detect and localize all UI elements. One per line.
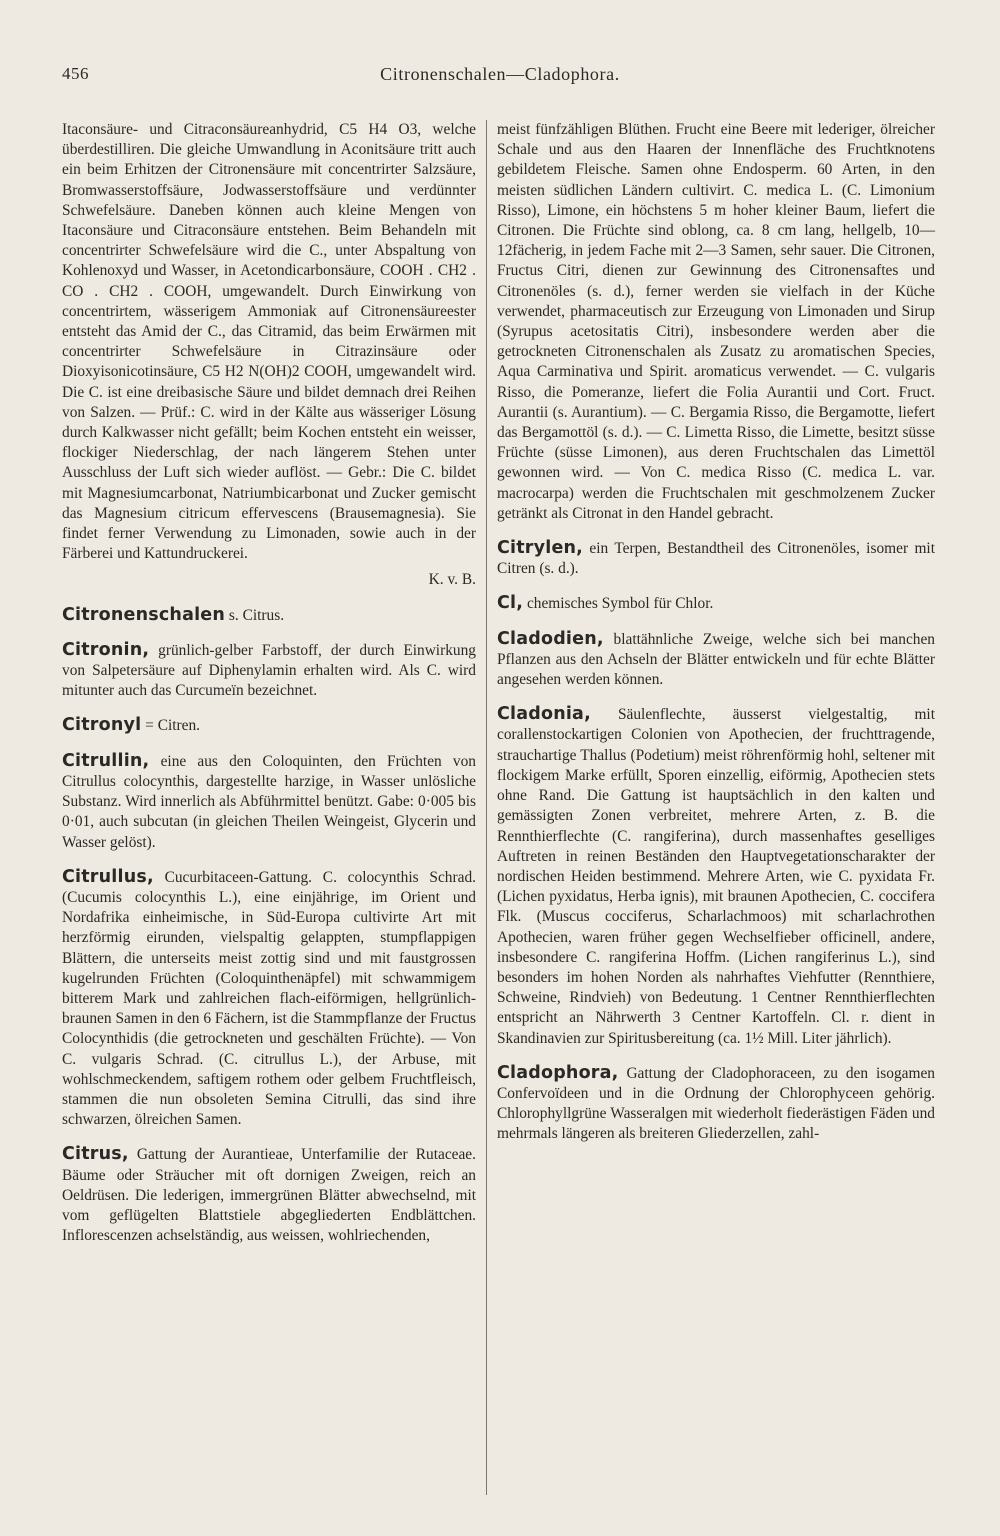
entry-headword: Citrus, — [62, 1144, 129, 1165]
entry-headword: Citronyl — [62, 715, 142, 736]
entry-text: Cucurbitaceen-Gattung. C. colocynthis Schrad. (Cucumis colocynthis L.), eine einjährige, im Orient und Nordafrika einheimische, in Süd-Europa cultivirte Art mit herzförmig eirunden, vielspaltig gelappten, stumpflappigen Blättern, die unterseits meist zottig sind und mit faustgrossen kugelrunden Früchten (Coloquinthenäpfel) mit schwammigem bitterem Mark und zahlreichen flach-eiförmigen, hellgrünlich-braunen Samen in den 6 Fächern, ist die Stammpflanze der Fructus Colocynthidis (die getrockneten und geschälten Früchte). — Von C. vulgaris Schrad. (C. citrullus L.), der Arbuse, mit wohlschmeckendem, saftigem rothem oder gelbem Fruchtfleisch, stammen die nun obsoleten Semina Citrulli, das sind ihre schwarzen, ölreichen Samen. — [62, 868, 476, 1129]
entry-text: grünlich-gelber Farbstoff, der durch Einwirkung von Salpetersäure auf Diphenylamin erhalten wird. Als C. wird mitunter auch das Curcumeïn bezeichnet. — [62, 641, 476, 700]
entry-cl — [497, 593, 935, 614]
entry-cladophora — [497, 1063, 935, 1145]
page-number: 456 — [62, 64, 89, 83]
entry-citronyl — [62, 715, 476, 736]
entry-headword: Cladonia, — [497, 704, 591, 725]
entry-text: s. Citrus. — [225, 606, 285, 624]
author-signature: K. v. B. — [428, 571, 476, 589]
entry-headword: Cl, — [497, 593, 524, 614]
page-header — [62, 64, 938, 94]
column-divider — [486, 120, 487, 1495]
entry-headword: Cladophora, — [497, 1062, 619, 1083]
continued-paragraph: meist fünfzähligen Blüthen. Frucht eine Beere mit lederiger, ölreicher Schale und aus den Haaren der Innenfläche des Fruchtknotens gebildetem Fleische. Samen ohne Endosperm. 60 Arten, in den meisten südlichen Ländern cultivirt. C. medica L. (C. Limonium Risso), Limone, ein höchstens 5 m hoher kleiner Baum, liefert die Citronen. Die Früchte sind oblong, ca. 8 cm lang, hellgelb, 10—12fächerig, in jedem Fache mit 2—3 Samen, sehr sauer. Die Citronen, Fructus Citri, dienen zur Gewinnung des Citronensaftes und Citronenöles (s. d.), ferner werden sie vielfach in der Küche verwendet, pharmaceutisch zur Erzeugung von Limonaden und Sirup (Syrupus acetositatis Citri), insbesondere werden aber die getrockneten Citronenschalen als Zusatz zu aromatischen Species, Aqua Carminativa und Spirit. aromaticus verwendet. — C. vulgaris Risso, die Pomeranze, liefert die Folia Aurantii und Cort. Fruct. Aurantii (s. Aurantium). — C. Bergamia Risso, die Bergamotte, liefert das Bergamottöl (s. d.). — C. Limetta Risso, die Limette, besitzt süsse Früchte (süsse Limonen), aus deren Fruchtschalen das Limettöl gewonnen wird. — Von C. medica Risso (C. medica L. var. macrocarpa) werden die Fruchtschalen mit geschmolzenem Zucker getränkt als Citronat in den Handel gebracht. — [497, 121, 935, 522]
entry-text: blattähnliche Zweige, welche sich bei manchen Pflanzen aus den Achseln der Blätter entwickeln und für echte Blätter angesehen werden können. — [497, 630, 935, 689]
entry-text: = Citren. — [141, 717, 201, 735]
entry-headword: Citronin, — [62, 639, 150, 660]
entry-text: Gattung der Cladophoraceen, zu den isogamen Confervoïdeen und in die Ordnung der Chlorophyceen gehörig. Chlorophyllgrüne Wasseralgen mit wiederholt fiederästigen Fäden und mehrmals längeren als breiteren Gliederzellen, zahl- — [497, 1064, 935, 1143]
entry-text: Gattung der Aurantieae, Unterfamilie der Rutaceae. Bäume oder Sträucher mit oft dornigen Zweigen, reich an Oeldrüsen. Die lederigen, immergrünen Blätter abwechselnd, mit vom geflügelten Blattstiele abgegliederten Endblättchen. Inflorescenzen achselständig, aus weissen, wohlriechenden, — [62, 1146, 476, 1245]
entry-headword: Cladodien, — [497, 628, 604, 649]
entry-headword: Citrullin, — [62, 750, 150, 771]
entry-text: Säulenflechte, äusserst vielgestaltig, mit corallenstockartigen Colonien von Apothecien, der fruchttragende, strauchartige Thallus (Podetium) meist röhrenförmig hohl, seltener mit flockigem Marke erfüllt, Sporen einzellig, eiförmig, Apothecien stets ohne Rand. Die Gattung ist hauptsächlich in den kalten und gemässigten Zonen verbreitet, mehrere Arten, z. B. die Rennthierflechte (C. rangiferina), durch massenhaftes geselliges Auftreten in reinen Beständen den Hauptvegetationscharakter der nordischen Heiden bestimmend. Mehrere Arten, wie C. pyxidata Fr. (Lichen pyxidatus, Herba ignis), mit braunen Apothecien, C. coccifera Flk. (Muscus cocciferus, Scharlachmoos) mit scharlachrothen Apothecien, waren früher gegen Wechselfieber officinell, andere, insbesondere C. rangiferina Hoffm. (Lichen rangiferinus L.), sind besonders im hohen Norden als nahrhaftes Viehfutter (Rennthiere, Schweine, Rindvieh) von Bedeutung. 1 Centner Rennthierflechten entspricht an Nährwerth 3 Centner Kartoffeln. Cl. r. dient in Skandinavien zur Spiritusbereitung (ca. 1½ Mill. Liter jährlich). — [497, 706, 935, 1047]
entry-text: chemisches Symbol für Chlor. — [523, 595, 714, 613]
entry-citrullin — [62, 751, 476, 853]
entry-citronin — [62, 640, 476, 702]
entry-citronenschalen — [62, 605, 476, 626]
right-column — [497, 120, 935, 1151]
entry-text: eine aus den Coloquinten, den Früchten von Citrullus colocynthis, dargestellte harzige, in Wasser unlösliche Substanz. Wird innerlich als Abführmittel benützt. Gabe: 0·005 bis 0·01, auch subcutan (in gleichen Theilen Weingeist, Glycerin und Wasser gelöst). — [62, 752, 476, 851]
entry-citrus — [62, 1144, 476, 1246]
entry-citrylen — [497, 538, 935, 579]
entry-headword: Citrullus, — [62, 866, 154, 887]
entry-citrullus — [62, 867, 476, 1131]
entry-headword: Citronenschalen — [62, 604, 226, 625]
left-column — [62, 120, 476, 1252]
entry-text: ein Terpen, Bestandtheil des Citronenöles, isomer mit Citren (s. d.). — [497, 540, 935, 578]
continued-paragraph: Itaconsäure- und Citraconsäureanhydrid, C5 H4 O3, welche überdestilliren. Die gleiche Umwandlung in Aconitsäure tritt auch ein beim Erhitzen der Citronensäure mit concentrirter Salzsäure, Bromwasserstoffsäure, Jodwasserstoffsäure und verdünnter Schwefelsäure. Daneben können auch kleine Mengen von Itaconsäure und Citraconsäure entstehen. Beim Behandeln mit concentrirter Schwefelsäure wird die C., unter Abspaltung von Kohlenoxyd und Wasser, in Acetondicarbonsäure, COOH . CH2 . CO . CH2 . COOH, umgewandelt. Durch Einwirkung von concentrirtem, wässerigem Ammoniak auf Citronensäureester entsteht das Amid der C., das Citramid, das beim Erwärmen mit concentrirter Schwefelsäure in Citrazinsäure oder Dioxyisonicotinsäure, C5 H2 N(OH)2 COOH, umgewandelt wird. Die C. ist eine dreibasische Säure und bildet demnach drei Reihen von Salzen. — Prüf.: C. wird in der Kälte aus wässeriger Lösung durch Kalkwasser nicht gefällt; beim Kochen entsteht ein weisser, flockiger Niederschlag, der nach längerem Stehen unter Ausschluss der Luft sich wieder auflöst. — Gebr.: Die C. bildet mit Magnesiumcarbonat, Natriumbicarbonat und Zucker gemischt das Magnesium citricum effervescens (Brausemagnesia). Sie findet ferner Verwendung zu Limonaden, sowie auch in der Färberei und Kattundruckerei. — [62, 121, 476, 563]
entry-headword: Citrylen, — [497, 538, 584, 559]
running-head: Citronenschalen—Cladophora. — [380, 64, 620, 84]
entry-cladonia — [497, 704, 935, 1048]
entry-cladodien — [497, 629, 935, 691]
